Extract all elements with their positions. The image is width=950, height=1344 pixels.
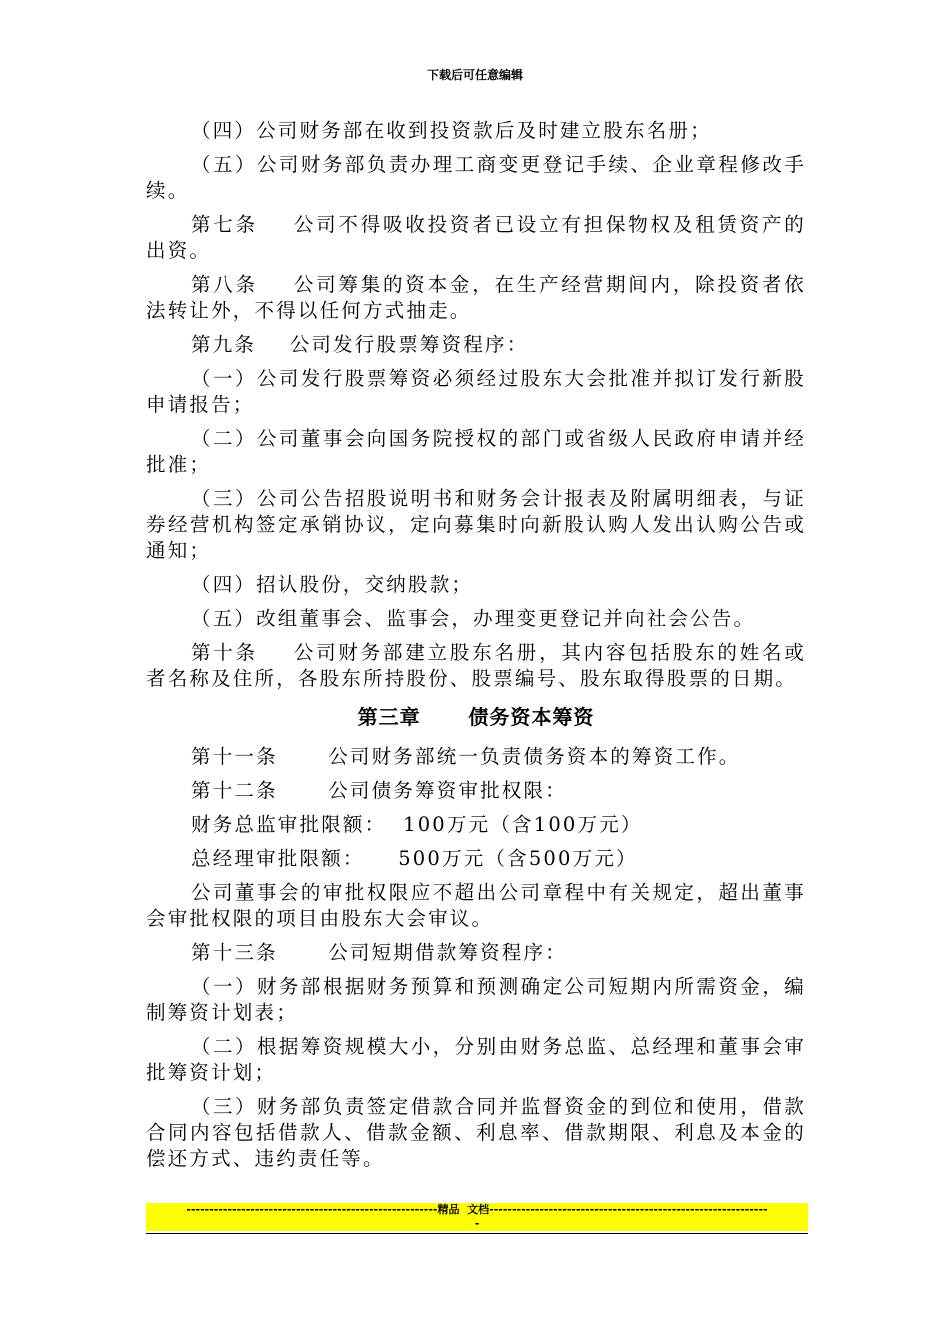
paragraph: 公司董事会的审批权限应不超出公司章程中有关规定，超出董事会审批权限的项目由股东大会审议。 xyxy=(146,881,806,930)
paragraph: （二）根据筹资规模大小，分别由财务总监、总经理和董事会审批筹资计划； xyxy=(146,1035,806,1084)
paragraph: 第十三条 公司短期借款筹资程序： xyxy=(191,941,567,964)
paragraph: 第十二条 公司债务筹资审批权限： xyxy=(191,779,567,802)
paragraph: （四）公司财务部在收到投资款后及时建立股东名册； xyxy=(191,119,712,142)
paragraph: 第八条 公司筹集的资本金，在生产经营期间内，除投资者依法转让外，不得以任何方式抽走。 xyxy=(146,273,806,322)
footer-rule xyxy=(146,1233,808,1234)
paragraph: 第七条 公司不得吸收投资者已设立有担保物权及租赁资产的出资。 xyxy=(146,213,806,262)
paragraph: 第十条 公司财务部建立股东名册，其内容包括股东的姓名或者名称及住所，各股东所持股份、股票编号、股东取得股票的日期。 xyxy=(146,641,806,690)
paragraph: （一）公司发行股票筹资必须经过股东大会批准并拟订发行新股申请报告； xyxy=(146,367,806,416)
paragraph: 总经理审批限额： 500万元（含500万元） xyxy=(191,847,638,870)
footer-text: -------------------------------------------------------精品 文档------------------------------------------------------------- xyxy=(186,1203,768,1216)
paragraph: （三）财务部负责签定借款合同并监督资金的到位和使用，借款合同内容包括借款人、借款金额、利息率、借款期限、利息及本金的偿还方式、违约责任等。 xyxy=(146,1095,806,1170)
chapter-heading: 第三章 债务资本筹资 xyxy=(357,705,595,729)
paragraph: （二）公司董事会向国务院授权的部门或省级人民政府申请并经批准； xyxy=(146,427,806,476)
paragraph: （五）公司财务部负责办理工商变更登记手续、企业章程修改手续。 xyxy=(146,153,806,202)
paragraph: 财务总监审批限额： 100万元（含100万元） xyxy=(191,813,643,836)
paragraph: （三）公司公告招股说明书和财务会计报表及附属明细表，与证券经营机构签定承销协议，定向募集时向新股认购人发出认购公告或通知； xyxy=(146,487,806,562)
paragraph: （五）改组董事会、监事会，办理变更登记并向社会公告。 xyxy=(191,607,756,630)
paragraph: （四）招认股份，交纳股款； xyxy=(191,573,474,596)
header-note: 下载后可任意编辑 xyxy=(426,68,523,82)
document-body xyxy=(146,118,806,1180)
footer-banner xyxy=(146,1203,808,1231)
footer-text-continuation: - xyxy=(474,1217,480,1230)
paragraph: 第九条 公司发行股票筹资程序： xyxy=(191,333,529,356)
paragraph: 第十一条 公司财务部统一负责债务资本的筹资工作。 xyxy=(191,745,741,768)
paragraph: （一）财务部根据财务预算和预测确定公司短期内所需资金，编制筹资计划表； xyxy=(146,975,806,1024)
